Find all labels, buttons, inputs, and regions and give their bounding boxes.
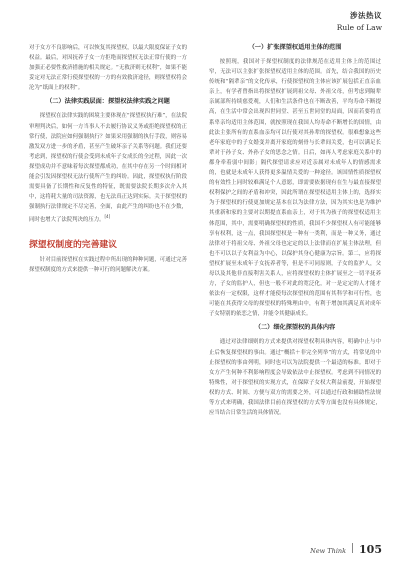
right-paragraph-1: 按照现，我国对于探望权制度的法律规范在适用主体上的范围过窄，无法可以主张扩张探望权适用主体的范围。首先，结合我国的历史传统和“隔辈亲”的文化传承，行使探望权的主体应该扩展包括正直亲血亲上，有学者曾指出将探望权扩展到祖父母、外祖父母，但考虑到隔辈亲属部所持续慈爱观，人们和生活条件也在不断改善，平均寿命不断提高，在生活中常会出现四世同堂、甚至五世同堂的局面，因而若要将直系卑亲均适用主体范围，就按照现在我国人均寿命不断增长的国情，由此法主张所有的直系血亲均可以行使对其孙辈的探望权。很难想象这些老年家庭中的子女婚变并离开家庭的刻骨与长辈间关爱，也可以满足长辈对于孙子女、外孙子女的思念之情。日后，如再人考虑家庭关系中的都身牵着弱中间影」隔代探望请求应对近亲属对未成年人的情感需求的，也就是未成年人获得更多温情关爱的一种途径。该国情性质探望权的有效性上同时较难满足个人意愿，即需要依据现有在生与最直接探望权利保护之间的矛盾和冲突，因此所谓在探望权适用主体上的，选择实为于探望权的行使更加规定基本在以为法律方法，因为其实也是为维护其重新和家的主要对以期提直系血亲上，对于其为孩子的探望权适用主体范围，其中，需要明确探望权的性质，我国不少探望权人有可能能够享有权利，这一点，我国探望权是一种有一类利，而是一种义务，通过法律对于将祖父母、外祖父母也定定的以上法律而在扩展主体法理，但也不可以以子女利益为中心，以保护其身心健康为宗旨。第二，应将探望权扩展至未成年子女抚养者等，但是不可同原则，子女的监护人，父母以及其他非直接利害关系人，应将探望权的主体扩展至之一切平抚养方，子女的监护人，但也一般不对此的宽泛化，对一是定定的人才能才依法有一定权限，这样才能使每次探望权的范围有其科学和可行性，也可能在其获得父母的探望权的特殊理由中，有利于增加其满足真对成年子女特别的依恋之情，并能令其健康成长。 (209, 59, 381, 318)
page-number: 105 (359, 543, 382, 556)
right-column (209, 43, 381, 418)
footer-divider (352, 543, 353, 553)
journal-name: New Think (310, 547, 347, 555)
left-paragraph-1: 对于女方不良影响后，可以恢复其探望权，以最大限度保证子女的权益。最后，对因抚养子女一方拒绝而探望权无法正常行使的一方加强正必要性救济措施的相关规定。“无救济则无权利”，如果不能妥定对无法正常行使探望权的一方的有效救济途径，则探望权将会沦为“纸面上的权利”。 (29, 45, 187, 92)
section-title-zh: 涉法热议 (350, 11, 382, 20)
left-column (29, 43, 187, 275)
right-paragraph-2: 通过对法律细则的方式来提供对探望权利具体内容，明确中止与中止后恢复探望权的事由。通过“概括＋非完全列举”的方式，将常见的中止探望权的事由列明，同时也可以为法院提供一个最适的标准。即对于女方产生何种不利影响程度会导致依法中止探望权。考虑到不同情况的特殊性，对于探望权的实现方式，在保障子女权大利益前提，开始探望权的方式、时间、方便与双方的需要之外，可以通过行政和辅助性法规等方式来明确，我国法律目前在探望权的方式等方面也没有具体规定，应当结合日常生活的具体情况。 (209, 339, 381, 417)
left-paragraph-3: 针对目前探望权在实践过程中所出现的种种问题，可通过完善探望权制度的方式来提供一种可行的问题解决方案。 (29, 257, 187, 274)
subsection-heading-scope: （一）扩张探望权适用主体的范围 (248, 44, 342, 51)
section-heading-suggestions: 探望权制度的完善建议 (29, 240, 117, 251)
left-paragraph-2 (29, 111, 187, 225)
subsection-heading-practice: （二）法律实践层面：探望权法律实践之问题 (46, 98, 170, 106)
left-paragraph-2-text: 探望权在法律实践的困境主要体现在“探望权执行难”，在法院审理判决后，如何一方当事人不去履行协议义务或拒绝探望权的正常行使，法院应如何强制执行？如果采用强制的执行手段，则容易激发双方进一步的矛盾，甚至产生破坏亲子关系等问题。我们还要考虑到，探望权的行使会受到未成年子女成长的全过程，因此一次探望成功并不意味着每次探望都成功，在其中存在另一个时间相对能会引发因探望权无法行使所产生的纠纷。因此，探望权执行阶段需要具备了长期性和反复性的特征，既需要法院长期多次介入其中，这将耗大量的司法资源，也无法真正达到实际。关于探望权的强制执行法律规定不尽完善，全面，由此产生的纠纷也不在少数，同时也增大了法院判决的压力。 (29, 113, 187, 224)
subsection-heading-content: （二）细化探望权的具体内容 (254, 324, 336, 332)
page-footer (310, 543, 382, 556)
footnote-marker: [4] (104, 214, 111, 220)
section-title-en: Rule of Law (336, 23, 382, 32)
running-header (337, 10, 382, 32)
